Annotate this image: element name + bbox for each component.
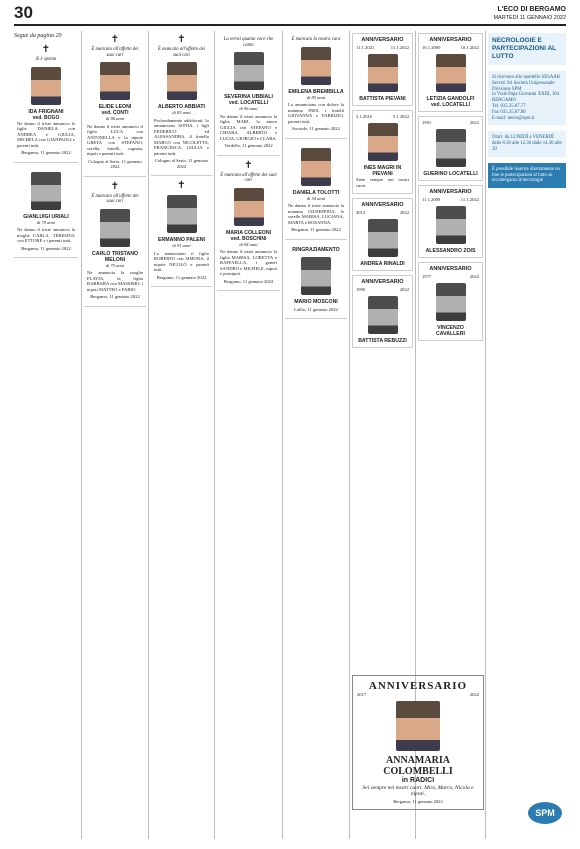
anniversary-notice [418,262,483,341]
death-notice [84,33,146,177]
cross-icon: ✝ [41,44,51,55]
notice-intro: È mancata la nostra cara [291,37,341,42]
deceased-age: di 54 anni [306,195,326,201]
notice-text: Ne danno il triste annuncio la moglie CARLA, TERESINA con ETTORE e i parenti tutti. [17,227,75,244]
deceased-age: di 86 anni [105,116,125,121]
column-1 [14,33,78,839]
anniversary-notice [352,675,484,810]
online-info-box [488,163,566,188]
email-address[interactable]: E-mail: necro@spm.it [492,115,535,121]
notice-place-date: Cologno al Serio, 11 gennaio 2022 [88,158,142,170]
column-separator [214,31,215,839]
deceased-name: MARIA COLLEONI [225,229,272,236]
notice-place-date: Bergamo, 11 gennaio 2022 [156,274,207,280]
anniversary-years: 5.1.2016 5.1.2022 [356,114,409,119]
anniversary-heading: ANNIVERSARIO [361,37,404,43]
anniversary-heading: ANNIVERSARIO [429,37,472,43]
notice-place-date: Bergamo, 11 gennaio 2022 [223,278,274,284]
online-submission-info[interactable]: È possibile inserire direttamente on line le partecipazioni al lutto su eccobergamo.it/necrologie [492,166,560,184]
column-4 [217,33,280,839]
paper-name: L'ECO DI BERGAMO [497,6,566,13]
anniversary-years: 1991 2022 [422,120,479,125]
deceased-name: GUERINO LOCATELLI [423,171,478,177]
portrait-photo [100,62,130,100]
deceased-name: MARIO MOSCONI [294,298,338,305]
notice-text: Siete sempre nei nostri cuori. [356,177,409,188]
anniversary-notice [352,198,413,271]
deceased-married-name: ved. LOCATELLI [228,100,269,106]
anniversary-years: 10.1.2000 10.1.2022 [422,45,479,50]
notice-text: Profondamente addolorati, lo annunciano SONIA, i figli FEDERICO ed ALESSANDRA, il fratello MARCO con NICOLETTA, FRANCESCA, GIULIA e parenti tutti. [154,117,209,156]
portrait-photo [396,701,440,751]
anniversary-heading: ANNIVERSARIO [429,189,472,195]
column-3 [151,33,212,839]
column-separator [148,31,149,839]
deceased-name: SEVERINA UBBIALI [224,94,273,100]
deceased-name: CARLO TRISTANO MELONI [91,250,138,263]
anniversary-years: 11.1.2021 11.1.2022 [356,45,409,50]
notice-place-date: Bergamo, 11 gennaio 2022 [21,150,71,155]
column-separator [81,31,82,839]
deceased-married-name: ved. LOCATELLI [430,102,471,108]
anniversary-heading: ANNIVERSARIO [361,202,404,208]
portrait-photo [234,52,264,90]
opening-hours: Orari: da LUNEDÌ a VENERDÌ dalle 8.30 alle 12.30 dalle 14.30 alle 20 [492,135,562,152]
office-info-box [488,71,566,125]
notice-text: Ne danno il triste annuncio la mamma GIUSEPPINA, le sorelle MARISA, LUCIANA, MARTA e ROSANNA. [288,203,344,225]
portrait-photo [234,188,264,226]
column-2 [84,33,146,839]
deceased-age: di 96 anni [239,106,258,111]
deceased-name: ALESSANDRO ZOIS [425,248,476,254]
deceased-married-name: ved. CONTI [101,110,129,116]
portrait-photo [368,296,398,334]
anniversary-notice [352,33,413,106]
portrait-photo [301,47,331,85]
notice-place-date: Bergamo, 11 gennaio 2022 [21,245,71,251]
anniversary-notice [418,116,483,181]
deceased-name: INES MAGRI IN PIEVANI [363,165,402,177]
column-7 [418,33,483,673]
acceptance-info: Si ricevono allo sportello SESAAB Servizi Srl Società Unipersonale Divisione SPM [492,75,560,92]
portrait-photo [167,62,197,100]
anniversary-years: 1977 2022 [422,274,479,279]
deceased-name: ALBERTO ABBIATI [158,104,205,110]
anniversary-years: 11.1.2000 11.1.2022 [422,197,479,202]
portrait-photo [368,219,398,257]
anniversary-years: 2017 2022 [357,692,479,697]
cross-icon: ✝ [177,34,186,45]
fax-number: Fax 035.35.87.80 [492,109,526,115]
notice-intro: È mancata all'affetto dei suoi cari [220,172,277,184]
notice-place-date: Sorisole, 11 gennaio 2022 [292,126,340,132]
deceased-name: ERMANNO PALENI [158,237,205,244]
deceased-married-name: in RADICI [401,777,435,784]
notice-intro: Si è spenta [35,57,57,62]
portrait-photo [301,148,331,186]
masthead [493,5,566,23]
portrait-photo [100,209,130,247]
deceased-name: IDA FRIGNANI [28,108,64,115]
portrait-photo [436,54,466,92]
anniversary-notice [418,185,483,258]
portrait-photo [368,54,398,92]
deceased-age: di 85 anni [306,94,326,100]
portrait-photo [167,195,197,233]
office-address: in Viale Papa Giovanni XXIII, 104 BERGAMO [492,92,560,104]
deceased-name: EMILENA BREMBILLA [288,88,344,95]
cross-icon: ✝ [110,34,120,45]
notice-place-date: Bergamo, 11 gennaio 2022 [291,227,341,233]
column-separator [485,31,486,839]
notice-text: Lo annunciano con dolore la mamma INES, i fratelli GIOVANNA e FABRIZIO, parenti tutti. [288,102,344,124]
deceased-name: ANNAMARIA COLOMBELLI [383,755,453,777]
death-notice [14,43,78,163]
deceased-married-name: ved. BOGO [32,114,60,121]
death-notice [217,159,280,292]
portrait-photo [31,172,61,210]
deceased-name: BATTISTA REBUZZI [358,338,407,344]
notice-intro: La terrai quanta voce che canto [223,37,274,48]
notice-place-date: Cologno al Serio, 11 gennaio 2022 [154,158,209,169]
deceased-age: di 79 anni [36,219,56,225]
anniversary-notice [418,33,483,112]
column-separator [349,31,350,839]
notice-text: Ne danno il triste annuncio la figlia MARISA, LORETTA e RAFFAELLA, i generi SANDRO e MICHELE, nipoti e pronipoti. [220,249,277,277]
info-column [488,33,566,793]
deceased-age: di 91 anni [172,243,191,249]
deceased-age: di 83 anni [172,110,191,115]
thanks-heading: RINGRAZIAMENTO [292,246,340,253]
death-notice [285,142,347,240]
cross-icon: ✝ [244,159,253,171]
header-rule [14,24,566,26]
necrology-info-box [488,33,566,65]
death-notice [84,180,146,307]
portrait-photo [31,67,61,105]
deceased-name: DANIELA TOLOTTI [292,189,340,196]
notice-text: Lo annunciano il figlio ROBERTO con SIMONA, il nipote NICOLÒ e parenti tutti. [154,250,209,273]
page-number: 30 [14,3,33,22]
deceased-name: VINCENZO CAVALLERI [436,325,465,337]
deceased-married-name: ved. BOSCHINI [230,235,267,242]
anniversary-heading: ANNIVERSARIO [429,266,472,272]
continued-from: Segue da pagina 20 [14,33,62,39]
portrait-photo [436,206,466,244]
notice-place-date: Bergamo, 11 gennaio 2022 [90,294,140,300]
deceased-age: di 75 anni [105,262,125,268]
notice-text: Ne annuncia la moglie FLAVIA, la figlia BARBARA con MASSIMO, i nipoti MATTEO e FABIO. [87,270,143,292]
anniversary-years: 1990 2022 [356,287,409,292]
deceased-name: ANDREA RINALDI [360,261,405,267]
notice-intro: È mancato all'affetto dei suoi cari [157,47,206,58]
notice-text: Sei sempre nei nostri cuori. Miro, Marco, Nicola e nipoti. [362,785,474,797]
death-notice [217,33,280,156]
bottom-anniversary [352,675,484,840]
spm-logo: SPM [528,802,562,824]
death-notice [151,33,212,176]
notice-text: Ne danno il triste annuncio il figlio LUCA con ANTONELLA e la nipote GRETA con STEFANO, sorella, fratelli, cognata, nipoti e parenti tutti. [87,123,143,157]
column-separator [282,31,283,839]
anniversary-years: 2012 2022 [356,210,409,215]
death-notice [151,179,212,287]
notice-place-date: Lallio, 11 gennaio 2022 [294,306,338,312]
notice-intro: È mancato all'affetto dei suoi cari [91,47,139,58]
deceased-name: GIANLUIGI URIALI [23,213,69,220]
death-notice [285,33,347,139]
portrait-photo [436,129,466,167]
issue-date: MARTEDÌ 11 GENNAIO 2022 [493,15,566,21]
notice-text: Ne danno il triste annuncio le figlie DANIELA con ANDREA e GIULIA, MICHELA con GIANPAOLI e parenti tutti. [17,120,75,148]
section-title: NECROLOGIE E PARTECIPAZIONI AL LUTTO [492,37,557,60]
anniversary-notice [352,110,413,194]
notice-text: Ne danno il triste annuncio la figlia MARI, la nuora GIULIA con STEFANO e CHIARA, ALBERTO e LUCIA, GIORGIO e CLARA. [220,113,277,141]
hours-box [488,131,566,156]
notice-place-date: Bergamo, 11 gennaio 2022 [393,799,443,804]
column-5 [285,33,347,839]
anniversary-heading: ANNIVERSARIO [361,279,404,285]
deceased-age: di 94 anni [239,241,258,247]
portrait-photo [368,123,398,161]
thanks-notice [285,243,347,320]
anniversary-heading: ANNIVERSARIO [368,680,468,692]
phone-number: Tel. 035.35.87.77 [492,103,526,109]
portrait-photo [436,283,466,321]
anniversary-notice [352,275,413,348]
portrait-photo [301,257,331,295]
deceased-name: BATTISTA PIEVANI [359,96,406,102]
death-notice [14,166,78,259]
column-6 [352,33,413,673]
deceased-name: LETIZIA GANDOLFI [426,96,475,102]
notice-place-date: Verdello, 11 gennaio 2022 [224,143,273,149]
deceased-name: ELIDE LEONI [98,104,132,110]
cross-icon: ✝ [177,180,186,192]
cross-icon: ✝ [110,180,120,192]
notice-intro: È mancato all'affetto dei suoi cari [91,193,139,205]
